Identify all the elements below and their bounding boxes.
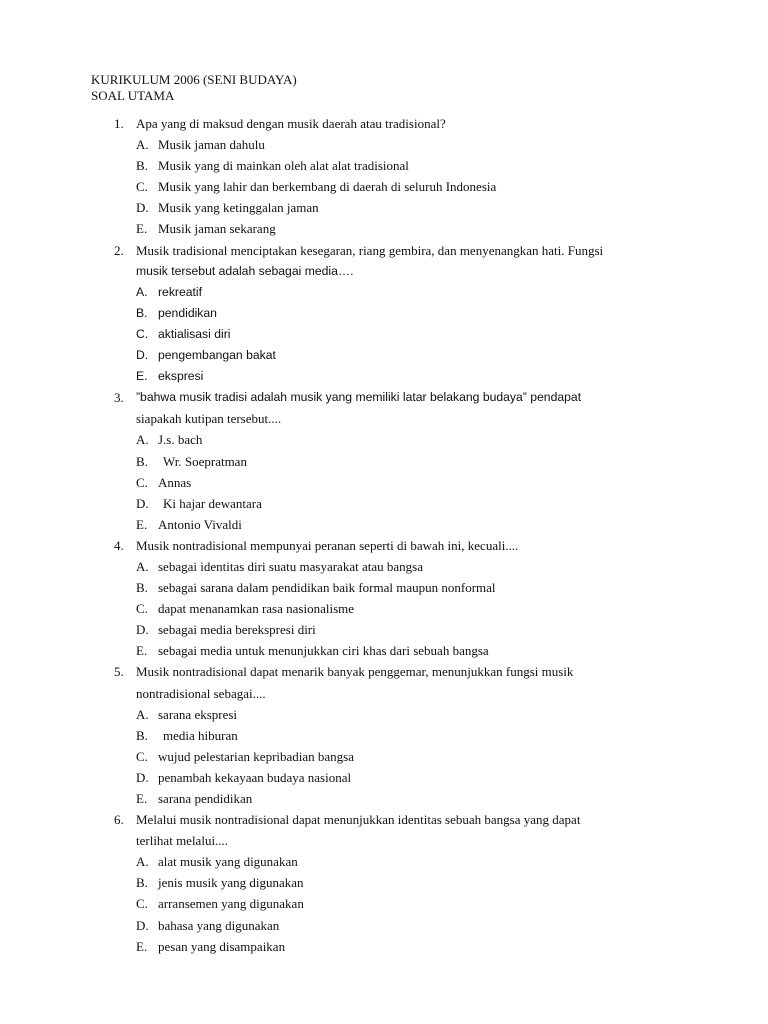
- option-text: Musik jaman dahulu: [158, 137, 265, 153]
- option-letter: C.: [136, 326, 149, 341]
- option-text: arransemen yang digunakan: [158, 896, 304, 912]
- option-text: ekspresi: [158, 369, 204, 384]
- question-text: Apa yang di maksud dengan musik daerah atau tradisional?: [136, 116, 446, 131]
- question-1: [0, 113, 768, 240]
- answer-option: [0, 134, 768, 155]
- option-text: Wr. Soepratman: [163, 453, 247, 469]
- option-text: sebagai sarana dalam pendidikan baik formal maupun nonformal: [158, 580, 496, 596]
- option-letter: B.: [136, 453, 148, 469]
- answer-option: [0, 577, 768, 598]
- answer-option: [0, 556, 768, 577]
- question-line: [0, 535, 768, 556]
- option-text: sebagai media berekspresi diri: [158, 622, 316, 638]
- question-number: 1.: [114, 116, 124, 131]
- option-text: jenis musik yang digunakan: [158, 875, 304, 891]
- option-letter: A.: [136, 284, 148, 299]
- question-6: [0, 809, 768, 957]
- option-letter: C.: [136, 748, 148, 764]
- question-3: [0, 387, 768, 535]
- answer-option: [0, 282, 768, 303]
- option-letter: A.: [136, 706, 149, 722]
- question-text: nontradisional sebagai....: [136, 685, 266, 701]
- answer-option: [0, 493, 768, 514]
- question-number: 5.: [114, 664, 124, 680]
- answer-option: [0, 915, 768, 936]
- question-text: terlihat melalui....: [136, 833, 229, 849]
- option-letter: E.: [136, 938, 148, 954]
- question-line: [0, 387, 768, 408]
- option-letter: E.: [136, 221, 148, 237]
- option-letter: D.: [136, 200, 149, 216]
- question-line: [0, 240, 768, 261]
- option-letter: B.: [136, 580, 148, 596]
- question-2: [0, 240, 768, 388]
- option-text: dapat menanamkan rasa nasionalisme: [158, 601, 355, 617]
- question-line: [0, 661, 768, 682]
- question-number: 2.: [114, 242, 124, 258]
- answer-option: [0, 472, 768, 493]
- option-letter: C.: [136, 474, 148, 490]
- question-line: [0, 113, 768, 134]
- option-text: bahasa yang digunakan: [158, 917, 280, 933]
- answer-option: [0, 598, 768, 619]
- exam-subtitle: SOAL UTAMA: [91, 88, 175, 103]
- question-line: [0, 683, 768, 704]
- answer-option: [0, 155, 768, 176]
- question-text: ”bahwa musik tradisi adalah musik yang memiliki latar belakang budaya” pendapat: [136, 390, 582, 405]
- option-text: Musik yang lahir dan berkembang di daerah di seluruh Indonesia: [158, 179, 497, 195]
- option-letter: D.: [136, 917, 149, 933]
- answer-option: [0, 218, 768, 239]
- answer-option: [0, 725, 768, 746]
- answer-option: [0, 324, 768, 345]
- option-text: pendidikan: [158, 305, 217, 320]
- answer-option: [0, 872, 768, 893]
- question-line: [0, 261, 768, 282]
- option-text: sarana ekspresi: [158, 706, 238, 722]
- question-text: Musik tradisional menciptakan kesegaran, riang gembira, dan menyenangkan hati. Fungsi: [136, 242, 604, 258]
- option-letter: A.: [136, 558, 149, 574]
- option-letter: B.: [136, 727, 148, 743]
- option-letter: E.: [136, 369, 148, 384]
- option-text: Ki hajar dewantara: [163, 495, 262, 511]
- option-letter: A.: [136, 137, 149, 153]
- option-text: sarana pendidikan: [158, 791, 253, 806]
- answer-option: [0, 767, 768, 788]
- option-letter: C.: [136, 179, 148, 195]
- option-text: rekreatif: [158, 284, 203, 299]
- curriculum-title: KURIKULUM 2006 (SENI BUDAYA): [91, 72, 297, 87]
- option-text: alat musik yang digunakan: [158, 854, 298, 870]
- question-number: 6.: [114, 812, 124, 828]
- question-list: [0, 113, 768, 957]
- answer-option: [0, 176, 768, 197]
- answer-option: [0, 788, 768, 809]
- answer-option: [0, 851, 768, 872]
- option-letter: C.: [136, 601, 148, 617]
- option-text: media hiburan: [163, 727, 238, 743]
- answer-option: [0, 704, 768, 725]
- option-letter: E.: [136, 791, 148, 806]
- question-text: siapakah kutipan tersebut....: [136, 411, 282, 427]
- question-4: [0, 535, 768, 662]
- document-header: [91, 72, 297, 104]
- answer-option: [0, 640, 768, 661]
- option-text: aktialisasi diri: [158, 326, 231, 341]
- answer-option: [0, 429, 768, 450]
- question-number: 3.: [114, 390, 124, 406]
- option-text: wujud pelestarian kepribadian bangsa: [158, 748, 355, 764]
- option-text: Musik jaman sekarang: [158, 221, 276, 237]
- option-text: sebagai media untuk menunjukkan ciri khas dari sebuah bangsa: [158, 643, 489, 659]
- answer-option: [0, 451, 768, 472]
- option-text: pesan yang disampaikan: [158, 938, 286, 954]
- question-line: [0, 408, 768, 429]
- answer-option: [0, 936, 768, 957]
- answer-option: [0, 619, 768, 640]
- option-letter: C.: [136, 896, 148, 912]
- option-letter: D.: [136, 348, 149, 363]
- option-text: sebagai identitas diri suatu masyarakat atau bangsa: [158, 558, 423, 574]
- option-text: Annas: [158, 474, 192, 490]
- option-letter: E.: [136, 643, 148, 659]
- option-letter: E.: [136, 516, 148, 532]
- option-text: Musik yang ketinggalan jaman: [158, 200, 319, 216]
- question-number: 4.: [114, 537, 124, 553]
- answer-option: [0, 893, 768, 914]
- question-text: Melalui musik nontradisional dapat menunjukkan identitas sebuah bangsa yang dapat: [136, 812, 581, 828]
- question-line: [0, 809, 768, 830]
- answer-option: [0, 303, 768, 324]
- option-letter: B.: [136, 875, 148, 891]
- option-letter: B.: [136, 158, 148, 174]
- option-text: pengembangan bakat: [158, 348, 276, 363]
- answer-option: [0, 514, 768, 535]
- option-text: Antonio Vivaldi: [158, 516, 242, 532]
- question-text: Musik nontradisional dapat menarik banyak penggemar, menunjukkan fungsi musik: [136, 664, 574, 680]
- answer-option: [0, 197, 768, 218]
- option-text: J.s. bach: [158, 432, 203, 448]
- question-5: [0, 661, 768, 809]
- question-text: Musik nontradisional mempunyai peranan seperti di bawah ini, kecuali....: [136, 537, 519, 553]
- answer-option: [0, 345, 768, 366]
- answer-option: [0, 366, 768, 387]
- option-letter: D.: [136, 622, 149, 638]
- answer-option: [0, 746, 768, 767]
- option-letter: A.: [136, 432, 149, 448]
- option-letter: D.: [136, 495, 149, 511]
- option-text: penambah kekayaan budaya nasional: [158, 769, 352, 785]
- option-text: Musik yang di mainkan oleh alat alat tradisional: [158, 158, 409, 174]
- option-letter: B.: [136, 305, 148, 320]
- option-letter: D.: [136, 769, 149, 785]
- option-letter: A.: [136, 854, 149, 870]
- question-text: musik tersebut adalah sebagai media….: [136, 263, 354, 278]
- question-line: [0, 830, 768, 851]
